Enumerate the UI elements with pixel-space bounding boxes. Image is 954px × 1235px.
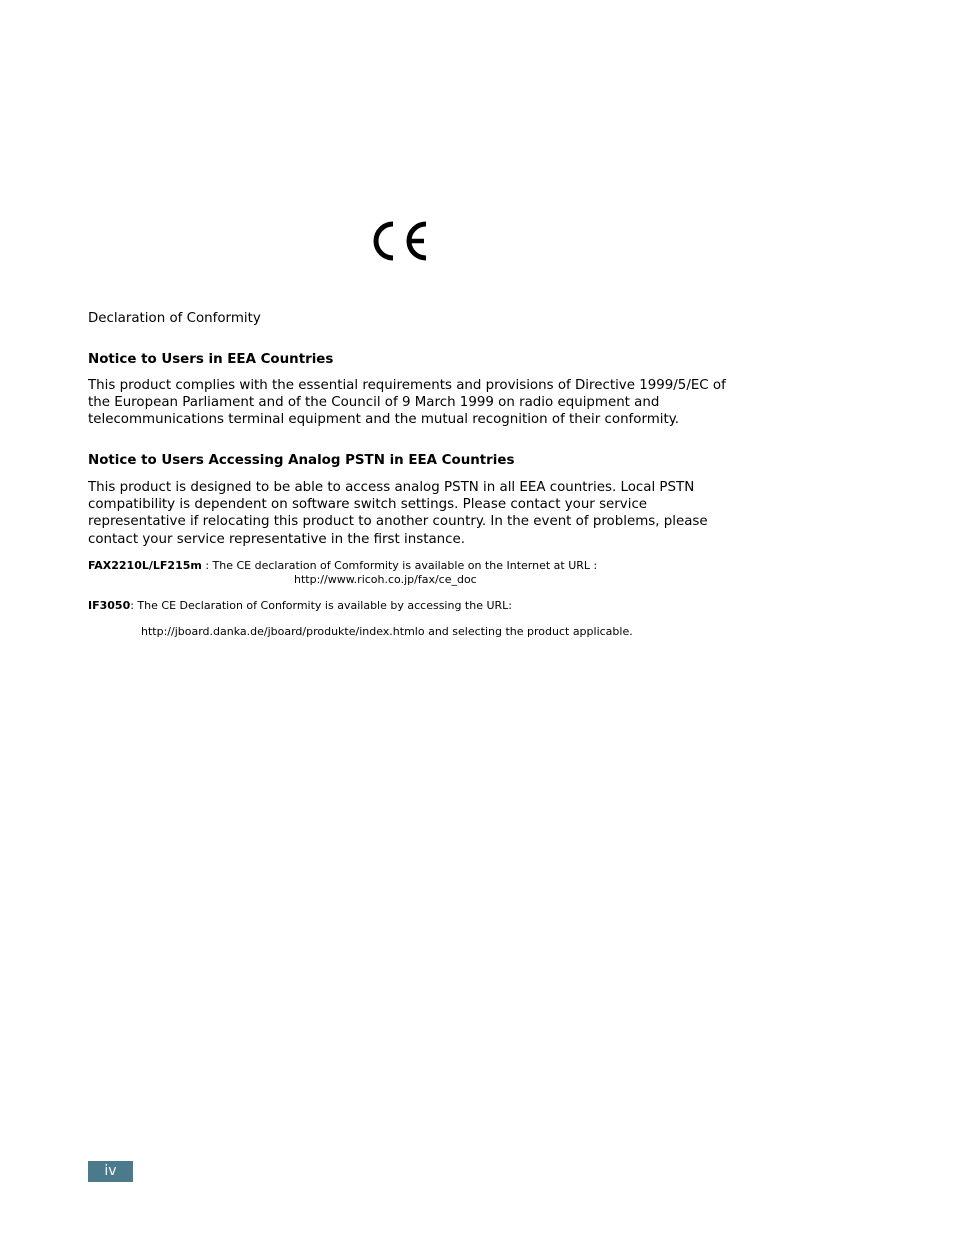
section-heading-pstn: Notice to Users Accessing Analog PSTN in EEA Countries: [88, 453, 515, 468]
if-ce-url: http://jboard.danka.de/jboard/produkte/index.htmlo and selecting the product applicable.: [141, 625, 633, 638]
if-note-text: : The CE Declaration of Conformity is available by accessing the URL:: [130, 599, 513, 612]
fax-model-name: FAX2210L/LF215m: [88, 559, 202, 572]
page-number-badge: iv: [88, 1161, 133, 1182]
ce-mark-icon: [370, 219, 430, 263]
section-body-eea: This product complies with the essential requirements and provisions of Directive 1999/5/EC of the European Parliament and of the Council of 9 March 1999 on radio equipment and telecommunications terminal equipment and the mutual recognition of their conformity.: [88, 378, 726, 428]
fax-model-note: [88, 559, 597, 573]
section-body-pstn: This product is designed to be able to access analog PSTN in all EEA countries. Local PSTN compatibility is dependent on software switch settings. Please contact your service representative if relocating this product to another country. In the event of problems, please contact your service representative in the first instance.: [88, 480, 708, 547]
if-model-name: IF3050: [88, 599, 131, 612]
fax-ce-url: http://www.ricoh.co.jp/fax/ce_doc: [294, 573, 477, 586]
fax-note-text: : The CE declaration of Comformity is available on the Internet at URL :: [201, 559, 598, 572]
document-title: Declaration of Conformity: [88, 311, 261, 326]
section-heading-eea: Notice to Users in EEA Countries: [88, 352, 334, 367]
if-model-note: [88, 599, 512, 613]
